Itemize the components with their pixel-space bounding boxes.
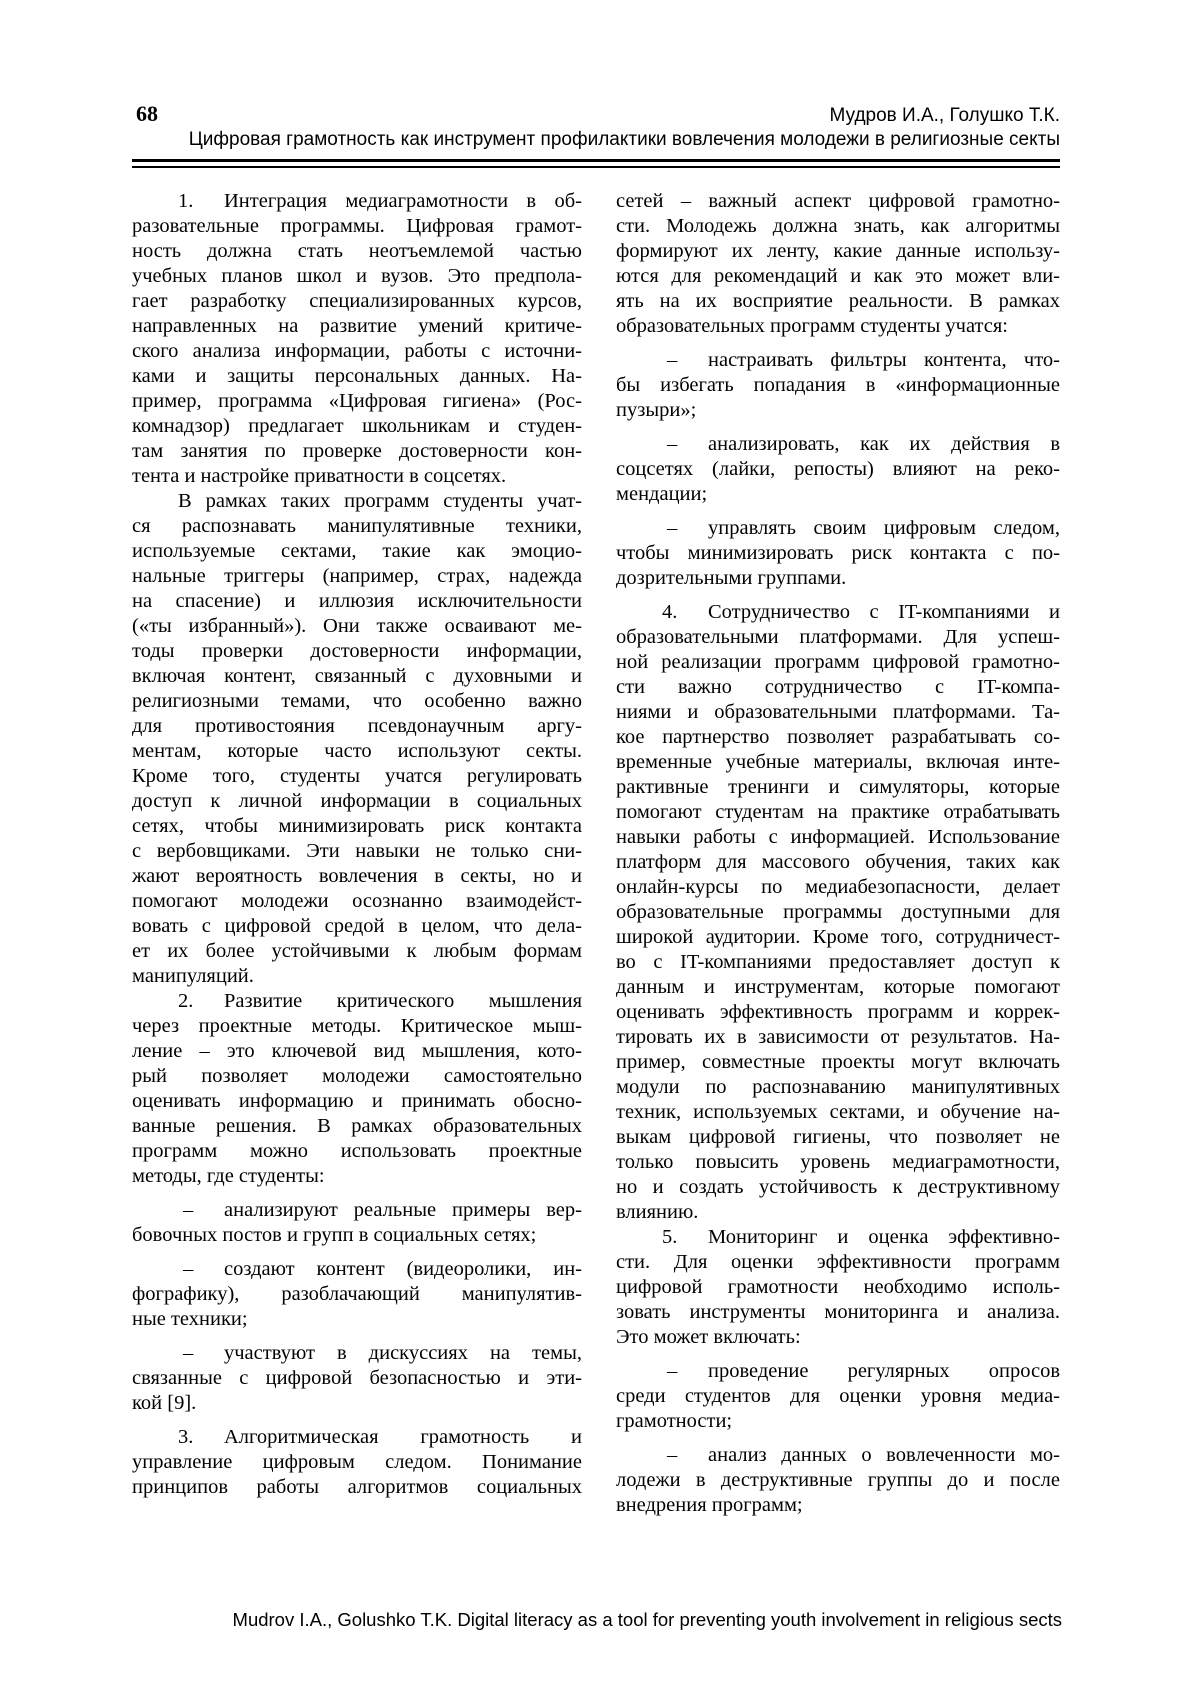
text-line: данным и инструментам, которые помогают <box>616 976 1060 998</box>
text-line: во с IT-компаниями предоставляет доступ к <box>616 951 1060 973</box>
text-line: учебных планов школ и вузов. Это предпола- <box>132 265 582 287</box>
text-line: временные учебные материалы, включая инте- <box>616 751 1060 773</box>
bullet-dash: – <box>667 1444 678 1466</box>
text-line: ниями и образовательными платформами. Та- <box>616 701 1060 723</box>
text-line: 4. Сотрудничество с IT-компаниями и <box>662 601 1060 623</box>
text-line: влиянию. <box>616 1201 699 1223</box>
text-line: образовательные программы доступными для <box>616 901 1060 923</box>
header-authors: Мудров И.А., Голушко Т.К. <box>829 105 1060 126</box>
paragraph <box>132 489 582 989</box>
text-line: фографику), разоблачающий манипулятив- <box>132 1283 582 1305</box>
bullet-dash: – <box>183 1342 194 1364</box>
text-line: на спасение) и иллюзия исключительности <box>132 590 582 612</box>
text-line: – участвуют в дискуссиях на темы, <box>183 1342 582 1364</box>
text-line: оценивать информацию и принимать обосно- <box>132 1090 582 1112</box>
text-line: вовать с цифровой средой в целом, что дела- <box>132 915 582 937</box>
bullet-item <box>616 1443 1060 1518</box>
text-line: только повысить уровень медиаграмотности, <box>616 1151 1060 1173</box>
text-line: сти важно сотрудничество с IT-компа- <box>616 676 1060 698</box>
text-line: религиозными темами, что особенно важно <box>132 690 582 712</box>
text-line: ками и защиты персональных данных. На- <box>132 365 582 387</box>
text-line: манипуляций. <box>132 965 254 987</box>
text-line: но и создать устойчивость к деструктивному <box>616 1176 1060 1198</box>
text-line: 1. Интеграция медиаграмотности в об- <box>178 190 582 212</box>
text-line: грамотности; <box>616 1410 733 1432</box>
text-line: рактивные тренинги и симуляторы, которые <box>616 776 1060 798</box>
text-line: ского анализа информации, работы с источни- <box>132 340 582 362</box>
bullet-dash: – <box>183 1199 194 1221</box>
text-line: навыки работы с информацией. Использование <box>616 826 1060 848</box>
text-line: Это может включать: <box>616 1326 801 1348</box>
bullet-dash: – <box>667 433 678 455</box>
text-line: комнадзор) предлагает школьникам и студен- <box>132 415 582 437</box>
bullet-item <box>132 1257 582 1332</box>
text-line: пример, программа «Цифровая гигиена» (Рос- <box>132 390 582 412</box>
text-line: рый позволяет молодежи самостоятельно <box>132 1065 582 1087</box>
text-line: среди студентов для оценки уровня медиа- <box>616 1385 1060 1407</box>
text-line: чтобы минимизировать риск контакта с по- <box>616 542 1060 564</box>
text-line: пузыри»; <box>616 399 697 421</box>
text-line: ванные решения. В рамках образовательных <box>132 1115 582 1137</box>
text-line: бы избегать попадания в «информационные <box>616 374 1060 396</box>
text-line: онлайн-курсы по медиабезопасности, делает <box>616 876 1060 898</box>
item-number: 3. <box>178 1426 194 1448</box>
text-line: нальные триггеры (например, страх, надежда <box>132 565 582 587</box>
paragraph <box>616 189 1060 339</box>
text-line: тировать их в зависимости от результатов. На- <box>616 1026 1060 1048</box>
text-line: – создают контент (видеоролики, ин- <box>183 1258 582 1280</box>
text-line: 5. Мониторинг и оценка эффективно- <box>662 1226 1060 1248</box>
text-line: сетей – важный аспект цифровой грамотно- <box>616 190 1060 212</box>
paragraph <box>616 600 1060 1225</box>
text-line: – анализировать, как их действия в <box>667 433 1060 455</box>
text-line: ся распознавать манипулятивные техники, <box>132 515 582 537</box>
text-line: модули по распознаванию манипулятивных <box>616 1076 1060 1098</box>
text-line: 3. Алгоритмическая грамотность и <box>178 1426 582 1448</box>
text-line: направленных на развитие умений критиче- <box>132 315 582 337</box>
text-line: доступ к личной информации в социальных <box>132 790 582 812</box>
header-title: Цифровая грамотность как инструмент профилактики вовлечения молодежи в религиозные секты <box>188 128 1060 150</box>
text-line: пример, совместные проекты могут включать <box>616 1051 1060 1073</box>
text-line: ментам, которые часто используют секты. <box>132 740 582 762</box>
item-number: 4. <box>662 601 678 623</box>
text-line: зовать инструменты мониторинга и анализа. <box>616 1301 1060 1323</box>
text-column-1 <box>132 189 582 1527</box>
text-line: Кроме того, студенты учатся регулировать <box>132 765 582 787</box>
paragraph <box>132 989 582 1189</box>
text-line: оценивать эффективность программ и коррек- <box>616 1001 1060 1023</box>
text-line: с вербовщиками. Эти навыки не только сни- <box>132 840 582 862</box>
item-number: 1. <box>178 190 194 212</box>
text-line: сти. Для оценки эффективности программ <box>616 1251 1060 1273</box>
text-line: соцсетях (лайки, репосты) влияют на реко- <box>616 458 1060 480</box>
text-line: техник, используемых сектами, и обучение на- <box>616 1101 1060 1123</box>
text-line: принципов работы алгоритмов социальных <box>132 1476 582 1498</box>
text-line: широкой аудитории. Кроме того, сотрудничест- <box>616 926 1060 948</box>
text-line: внедрения программ; <box>616 1494 803 1516</box>
text-line: методы, где студенты: <box>132 1165 325 1187</box>
text-line: бовочных постов и групп в социальных сетях; <box>132 1224 537 1246</box>
bullet-item <box>616 516 1060 591</box>
text-line: ность должна стать неотъемлемой частью <box>132 240 582 262</box>
bullet-dash: – <box>667 517 678 539</box>
text-line: жают вероятность вовлечения в секты, но и <box>132 865 582 887</box>
text-line: дозрительными группами. <box>616 567 847 589</box>
paragraph <box>132 1425 582 1500</box>
text-line: ять на их восприятие реальности. В рамках <box>616 290 1060 312</box>
text-column-2 <box>616 189 1060 1527</box>
footer-running-title: Mudrov I.A., Golushko T.K. Digital literacy as a tool for preventing youth involvement in religious sects <box>232 1609 1062 1630</box>
text-line: («ты избранный»). Они также осваивают ме- <box>132 615 582 637</box>
bullet-dash: – <box>183 1258 194 1280</box>
text-line: формируют их ленту, какие данные использу- <box>616 240 1060 262</box>
text-line: ет их более устойчивыми к любым формам <box>132 940 582 962</box>
text-line: тента и настройке приватности в соцсетях. <box>132 465 507 487</box>
bullet-item <box>616 432 1060 507</box>
text-line: образовательными платформами. Для успеш- <box>616 626 1060 648</box>
text-line: ной реализации программ цифровой грамотно- <box>616 651 1060 673</box>
bullet-item <box>616 1359 1060 1434</box>
text-line: сти. Молодежь должна знать, как алгоритмы <box>616 215 1060 237</box>
text-line: разовательные программы. Цифровая грамот- <box>132 215 582 237</box>
bullet-item <box>132 1341 582 1416</box>
text-line: управление цифровым следом. Понимание <box>132 1451 582 1473</box>
text-line: тоды проверки достоверности информации, <box>132 640 582 662</box>
header-rule <box>132 159 1060 168</box>
text-line: через проектные методы. Критическое мыш- <box>132 1015 582 1037</box>
page-header <box>132 104 1060 151</box>
paragraph <box>616 1225 1060 1350</box>
bullet-item <box>132 1198 582 1248</box>
text-line: ные техники; <box>132 1308 248 1330</box>
text-line: там занятия по проверке достоверности кон- <box>132 440 582 462</box>
article-columns <box>132 189 1060 1527</box>
text-line: В рамках таких программ студенты учат- <box>178 490 582 512</box>
text-line: выкам цифровой гигиены, что позволяет не <box>616 1126 1060 1148</box>
text-line: – анализ данных о вовлеченности мо- <box>667 1444 1060 1466</box>
text-line: – настраивать фильтры контента, что- <box>667 349 1060 371</box>
item-number: 5. <box>662 1226 678 1248</box>
text-line: для противостояния псевдонаучным аргу- <box>132 715 582 737</box>
bullet-dash: – <box>667 349 678 371</box>
text-line: связанные с цифровой безопасностью и эти- <box>132 1367 582 1389</box>
text-line: – анализируют реальные примеры вер- <box>183 1199 582 1221</box>
text-line: – управлять своим цифровым следом, <box>667 517 1060 539</box>
text-line: мендации; <box>616 483 708 505</box>
text-line: ются для рекомендаций и как это может вли- <box>616 265 1060 287</box>
text-line: образовательных программ студенты учатся: <box>616 315 1008 337</box>
page-number: 68 <box>136 101 158 126</box>
text-line: помогают молодежи осознанно взаимодейст- <box>132 890 582 912</box>
bullet-dash: – <box>667 1360 678 1382</box>
text-line: 2. Развитие критического мышления <box>178 990 582 1012</box>
text-line: – проведение регулярных опросов <box>667 1360 1060 1382</box>
text-line: платформ для массового обучения, таких как <box>616 851 1060 873</box>
paragraph <box>132 189 582 489</box>
text-line: гает разработку специализированных курсов, <box>132 290 582 312</box>
text-line: лодежи в деструктивные группы до и после <box>616 1469 1060 1491</box>
text-line: кой [9]. <box>132 1392 197 1414</box>
text-line: цифровой грамотности необходимо исполь- <box>616 1276 1060 1298</box>
item-number: 2. <box>178 990 194 1012</box>
text-line: используемые сектами, такие как эмоцио- <box>132 540 582 562</box>
bullet-item <box>616 348 1060 423</box>
text-line: помогают студентам на практике отрабатывать <box>616 801 1060 823</box>
text-line: сетях, чтобы минимизировать риск контакта <box>132 815 582 837</box>
text-line: включая контент, связанный с духовными и <box>132 665 582 687</box>
text-line: кое партнерство позволяет разрабатывать со- <box>616 726 1060 748</box>
text-line: программ можно использовать проектные <box>132 1140 582 1162</box>
text-line: ление – это ключевой вид мышления, кото- <box>132 1040 582 1062</box>
